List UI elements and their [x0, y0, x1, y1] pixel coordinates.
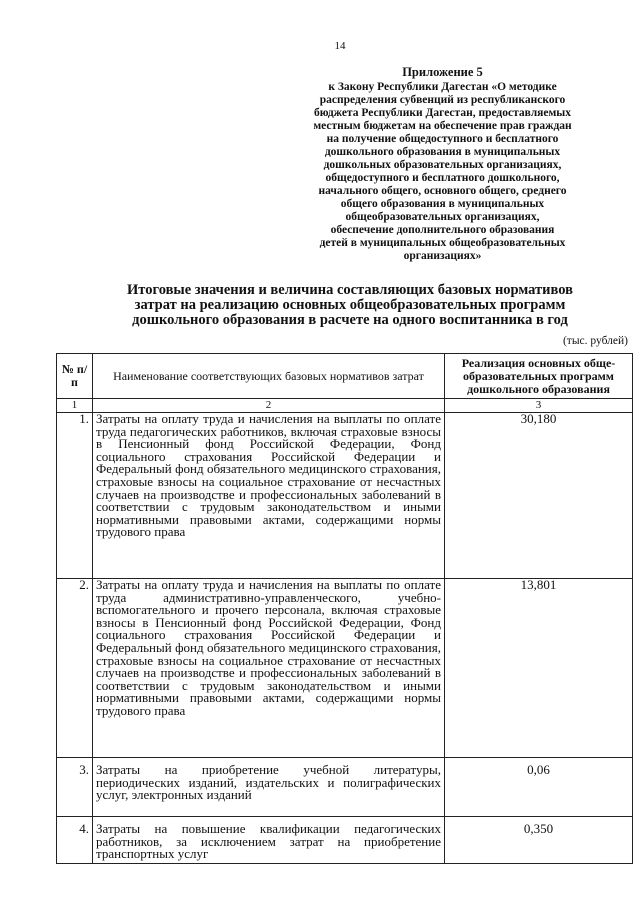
appendix-line: к Закону Республики Дагестан «О методике — [328, 81, 557, 93]
appendix-line: бюджета Республики Дагестан, предоставляемых — [313, 107, 572, 119]
row-value: 0,350 — [445, 817, 633, 864]
header-name: Наименование соответствующих базовых нормативов затрат — [93, 354, 445, 399]
row-name: Затраты на приобретение учебной литературы, периодических изданий, издательских и полиграфических услуг, электронных изданий — [93, 758, 445, 817]
row-name: Затраты на повышение квалификации педагогических работников, за исключением затрат на приобретение транспортных услуг — [93, 817, 445, 864]
row-number: 4. — [57, 817, 93, 864]
appendix-line: общеобразовательных организациях, — [345, 211, 540, 223]
title-line: дошкольного образования в расчете на одного воспитанника в год — [132, 312, 568, 328]
appendix-line: начального общего, основного общего, среднего — [318, 185, 567, 197]
appendix-line: обеспечение дополнительного образования — [330, 224, 555, 236]
table-row — [57, 817, 633, 864]
row-value: 13,801 — [445, 579, 633, 758]
table-header-row — [57, 354, 633, 399]
title-line: затрат на реализацию основных общеобразовательных программ — [134, 297, 566, 313]
table-row — [57, 758, 633, 817]
column-number: 3 — [445, 399, 633, 413]
row-name: Затраты на оплату труда и начисления на выплаты по оплате труда административно-управленческого, учебно-вспомогательного и прочего персонала, включая страховые взносы в Пенсионный фонд Российской Федерации, Фонд социального страхования Российской Федерации и Федеральный фонд обязательного медицинского страхования, страховые взносы на социальное страхование от несчастных случаев на производстве и профессиональных заболеваний в соответствии с трудовым законодательством и иными нормативными правовыми актами, содержащими нормы трудового права — [93, 579, 445, 758]
appendix-block — [270, 66, 615, 263]
appendix-line: общедоступного и бесплатного дошкольного, — [325, 172, 560, 184]
appendix-line: детей в муниципальных общеобразовательных — [319, 237, 566, 249]
units-label: (тыс. рублей) — [562, 335, 628, 347]
appendix-line: дошкольных образовательных организациях, — [323, 159, 562, 171]
table-row — [57, 579, 633, 758]
page-number: 14 — [334, 40, 346, 52]
row-number: 3. — [57, 758, 93, 817]
row-name: Затраты на оплату труда и начисления на выплаты по оплате труда педагогических работников, включая страховые взносы в Пенсионный фонд Российской Федерации, Фонд социального страхования Российской Федерации и Федеральный фонд обязательного медицинского страхования, страховые взносы на социальное страхование от несчастных случаев на производстве и профессиональных заболеваний в соответствии с трудовым законодательством и иными нормативными правовыми актами, содержащими нормы трудового права — [93, 413, 445, 579]
document-title — [60, 283, 640, 328]
appendix-line: на получение общедоступного и бесплатного — [326, 133, 559, 145]
column-number: 1 — [57, 399, 93, 413]
row-value: 30,180 — [445, 413, 633, 579]
norms-table — [56, 353, 633, 864]
row-number: 1. — [57, 413, 93, 579]
header-num: № п/п — [57, 354, 93, 399]
header-value: Реализация основных общеобразовательных программ дошкольного образования — [445, 354, 633, 399]
appendix-line: дошкольного образования в муниципальных — [324, 146, 561, 158]
row-number: 2. — [57, 579, 93, 758]
column-number: 2 — [93, 399, 445, 413]
appendix-line: организациях» — [403, 250, 482, 262]
appendix-line: местным бюджетам на обеспечение прав граждан — [313, 120, 572, 132]
appendix-line: общего образования в муниципальных — [340, 198, 545, 210]
table-row — [57, 413, 633, 579]
row-value: 0,06 — [445, 758, 633, 817]
appendix-line: распределения субвенций из республиканского — [319, 94, 566, 106]
title-line: Итоговые значения и величина составляющих базовых нормативов — [127, 282, 573, 298]
appendix-title: Приложение 5 — [402, 65, 483, 79]
